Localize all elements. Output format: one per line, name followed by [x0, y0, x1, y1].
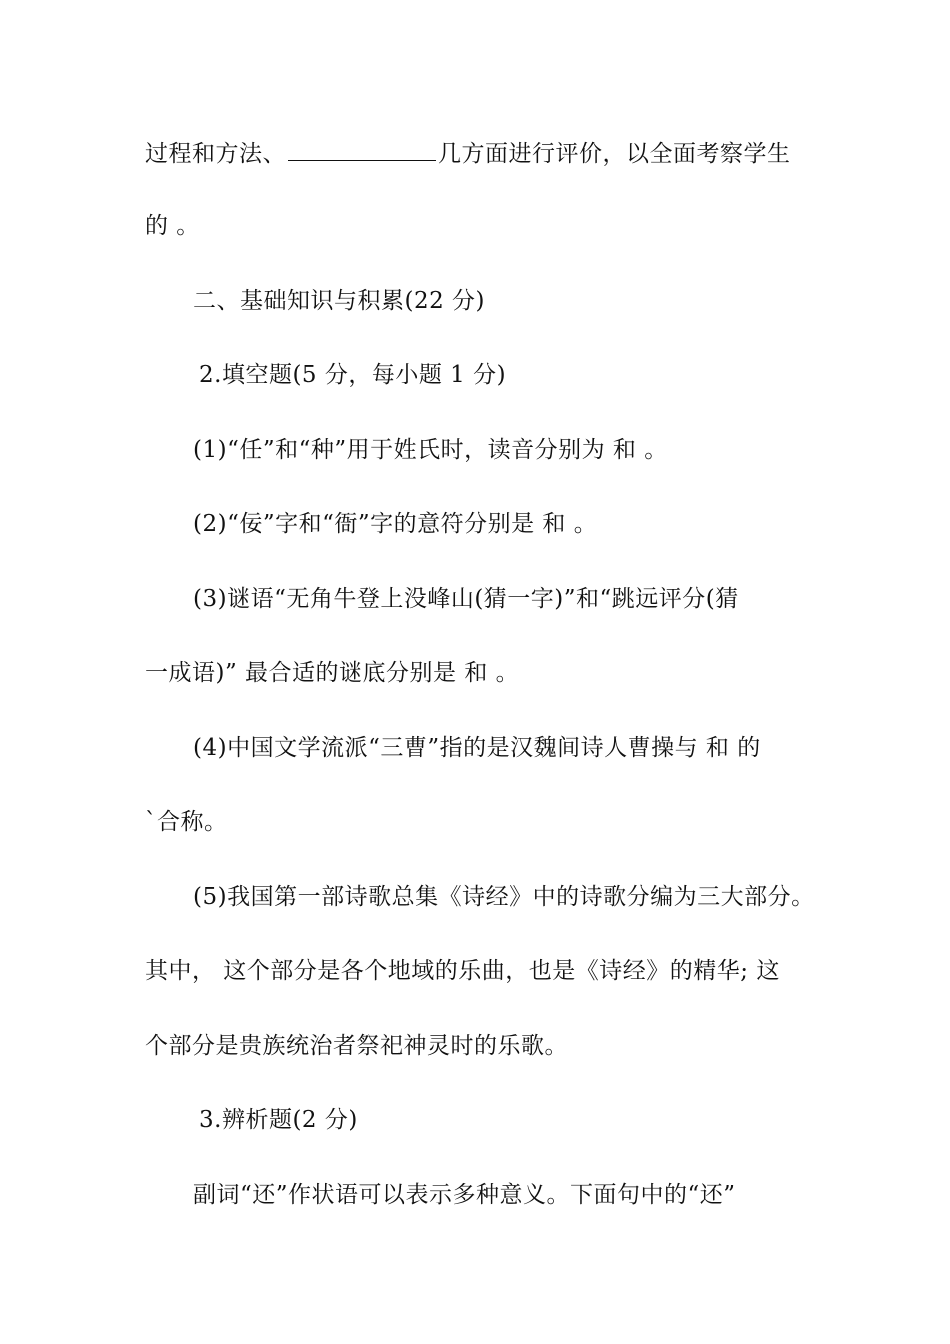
- question-2-item-2: (2)“佞”字和“衙”字的意符分别是 和 。: [193, 511, 598, 537]
- fill-in-blank[interactable]: [288, 138, 436, 161]
- paragraph-line-2: 的 。: [145, 213, 200, 239]
- question-2-item-3-continued: 一成语)” 最合适的谜底分别是 和 。: [145, 660, 520, 686]
- section-heading-basic-knowledge: 二、基础知识与积累(22 分): [193, 288, 486, 314]
- paragraph-line-1: [145, 138, 791, 169]
- question-2-item-1: (1)“任”和“种”用于姓氏时，读音分别为 和 。: [193, 437, 668, 463]
- question-2-item-4: (4)中国文学流派“三曹”指的是汉魏间诗人曹操与 和 的: [193, 735, 761, 761]
- question-2-item-5-continued-2: 个部分是贵族统治者祭祀神灵时的乐歌。: [145, 1033, 568, 1059]
- question-2-heading: 2.填空题(5 分，每小题 1 分): [199, 362, 507, 388]
- line-1-text-start: 过程和方法、: [145, 141, 286, 167]
- question-2-item-5-continued-1: 其中， 这个部分是各个地域的乐曲，也是《诗经》的精华; 这: [145, 958, 780, 984]
- question-2-item-5: (5)我国第一部诗歌总集《诗经》中的诗歌分编为三大部分。: [193, 884, 815, 910]
- line-1-text-end: 几方面进行评价，以全面考察学生: [438, 141, 791, 167]
- question-3-heading: 3.辨析题(2 分): [199, 1107, 358, 1133]
- question-2-item-4-continued: `合称。: [145, 809, 228, 835]
- question-3-prompt: 副词“还”作状语可以表示多种意义。下面句中的“还”: [193, 1182, 736, 1208]
- question-2-item-3: (3)谜语“无角牛登上没峰山(猜一字)”和“跳远评分(猜: [193, 586, 739, 612]
